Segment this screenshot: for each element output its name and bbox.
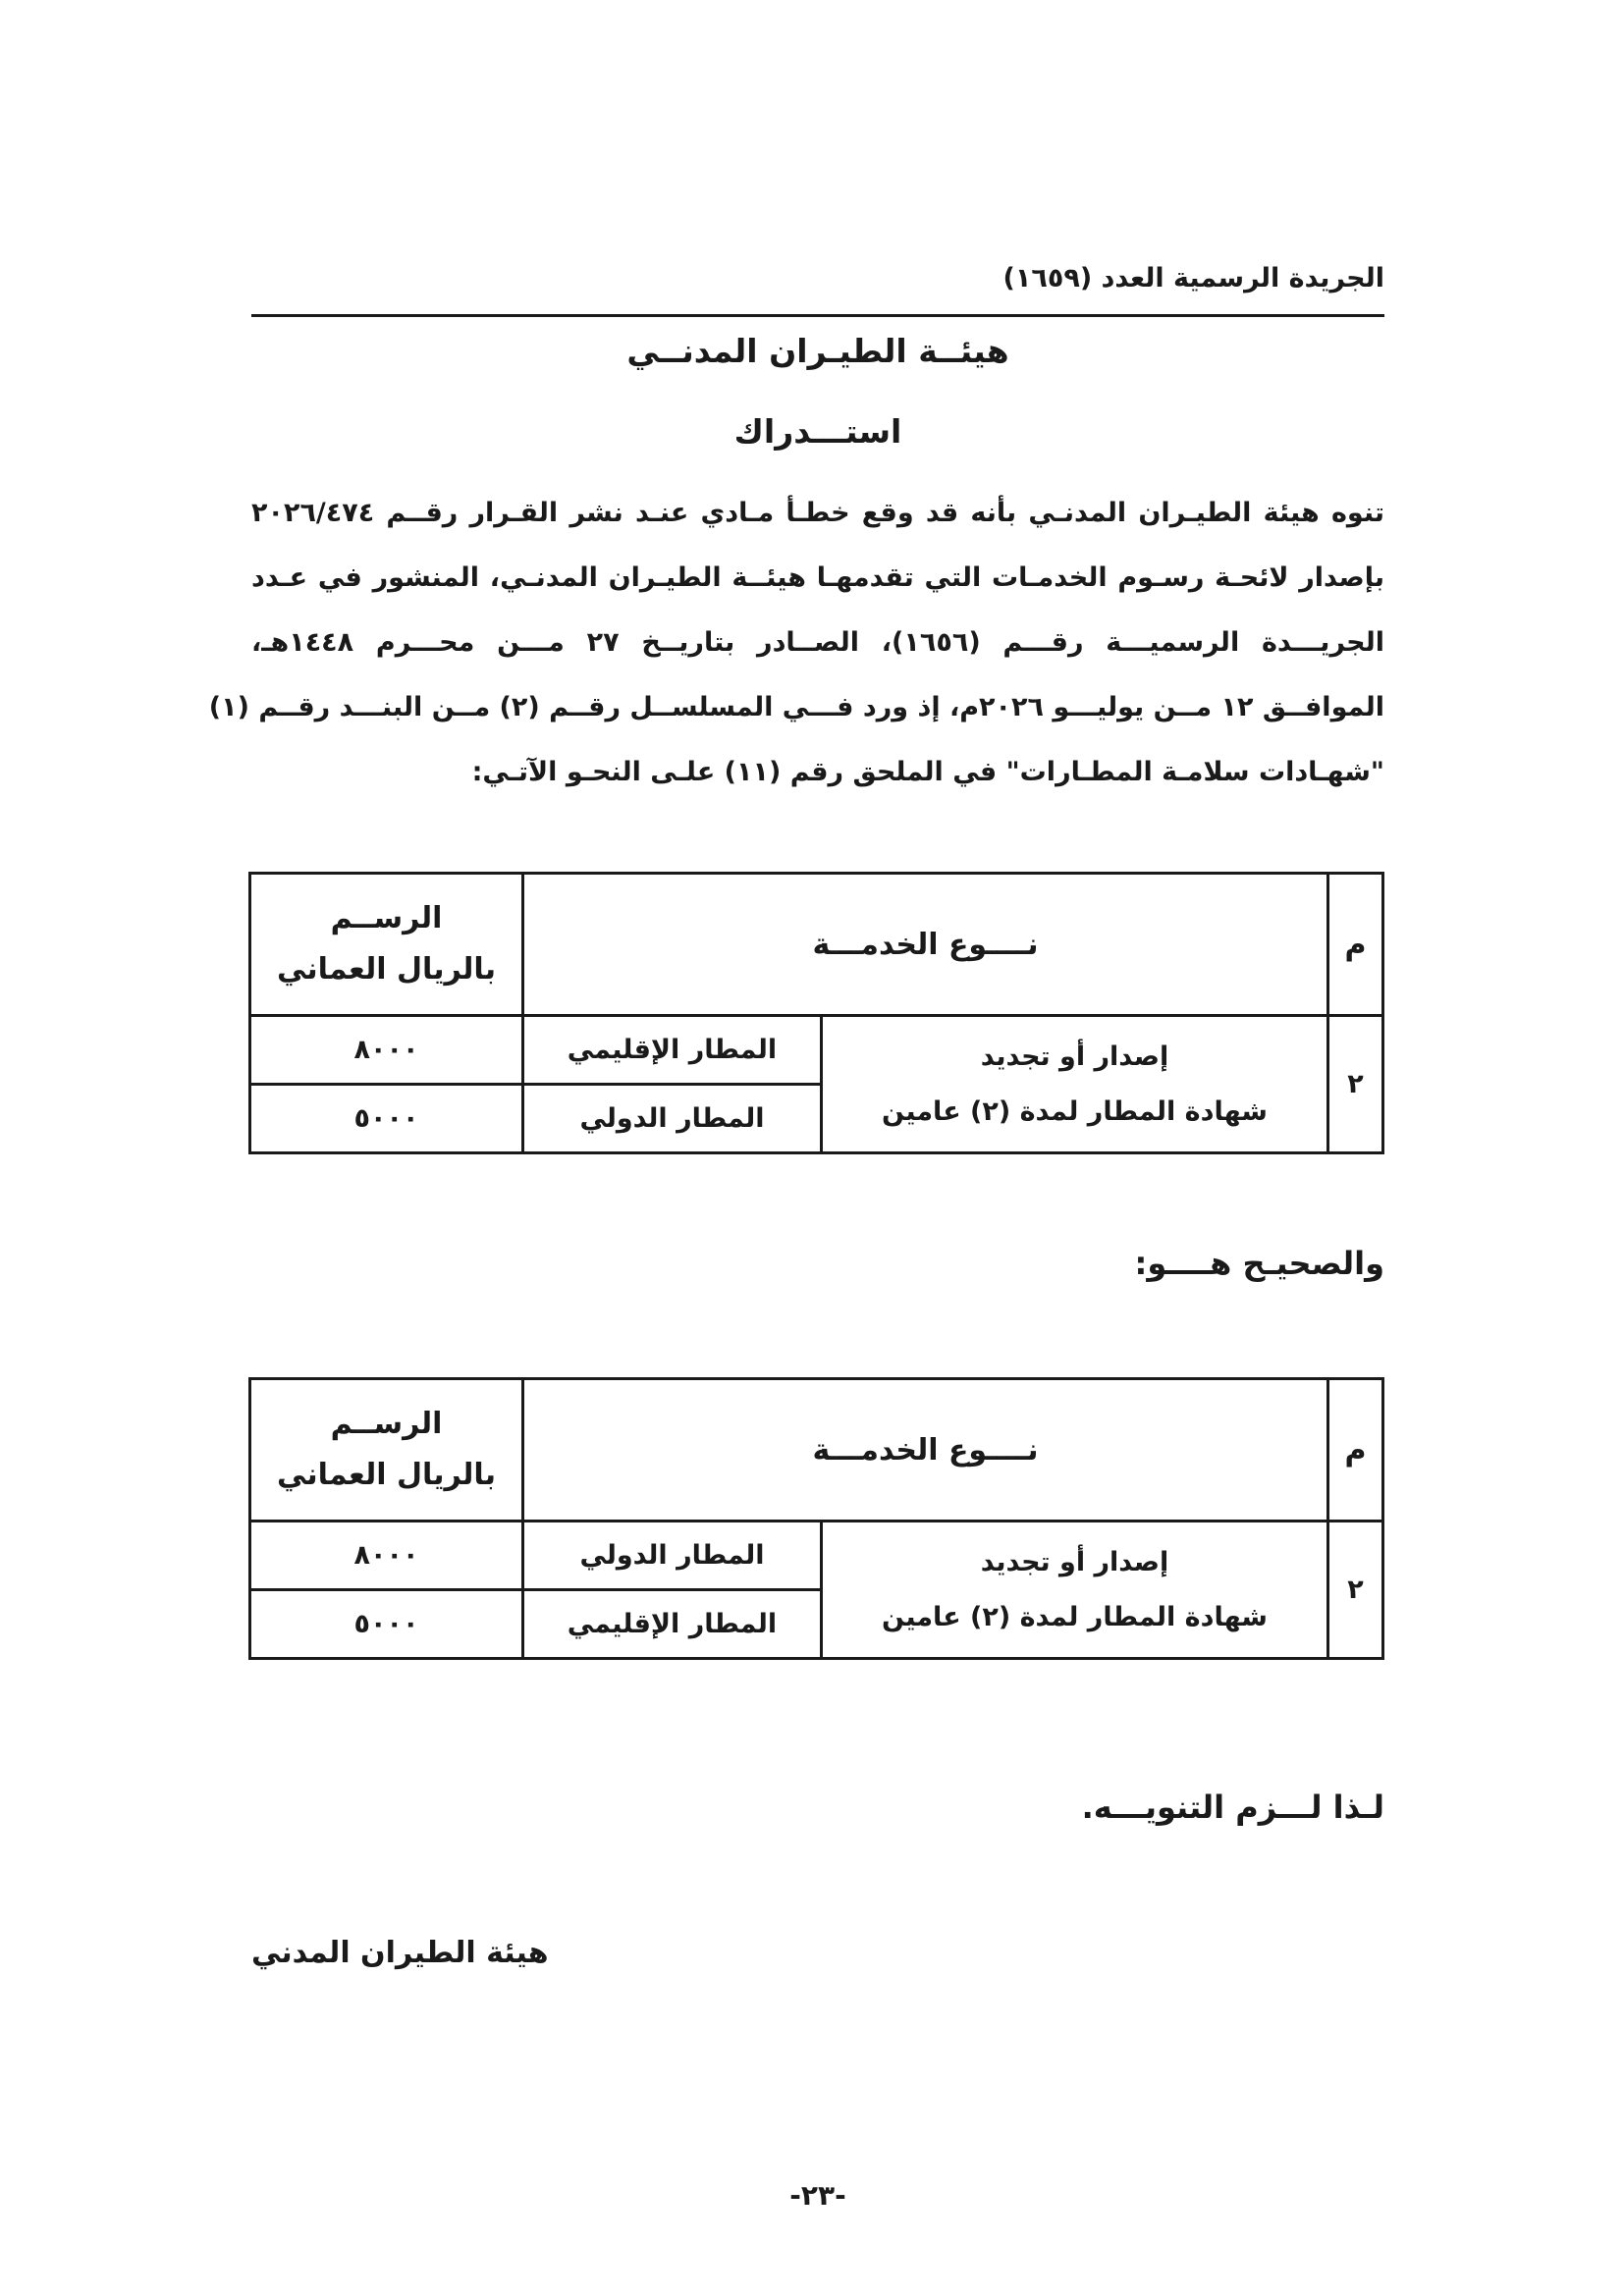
gazette-issue-title: الجريدة الرسمية العدد (١٦٥٩) (1002, 263, 1384, 294)
body-line: بإصدار لائحـة رسـوم الخدمـات التي تقدمهـا هيئــة الطيـران المدنـي، المنشور في عـدد (251, 562, 1384, 593)
body-paragraph (208, 481, 1384, 805)
header-no: م (1328, 874, 1383, 1016)
row-number: ٢ (1328, 1016, 1383, 1153)
header-fee-line1: الرســم (330, 1407, 443, 1441)
airport-type: المطار الدولي (523, 1085, 822, 1153)
service-description (822, 1016, 1328, 1153)
body-line: الموافــق ١٢ مــن يوليـــو ٢٠٢٦م، إذ ورد فـــي المسلســل رقــم (٢) مــن البنـــد رقــم (١) (208, 692, 1384, 722)
service-description-line1: إصدار أو تجديد (980, 1041, 1169, 1072)
page-header (251, 257, 1384, 317)
body-line: تنوه هيئة الطيـران المدنـي بأنه قد وقع خطـأ مـادي عنـد نشر القـرار رقــم ٢٠٢٦/٤٧٤ (251, 498, 1384, 528)
service-description (822, 1522, 1328, 1659)
service-description-line2: شهادة المطار لمدة (٢) عامين (882, 1095, 1268, 1127)
header-fee (250, 874, 523, 1016)
table-row (250, 1016, 1383, 1085)
header-fee-line2: بالريال العماني (277, 952, 496, 987)
header-fee-line2: بالريال العماني (277, 1458, 496, 1492)
gazette-page (208, 0, 1384, 2296)
original-fees-table (248, 872, 1384, 1154)
header-service-type: نــــوع الخدمـــة (523, 1379, 1328, 1522)
body-line: "شهـادات سلامـة المطـارات" في الملحق رقم (١١) علـى النحـو الآتـي: (471, 757, 1384, 787)
page-number: -٢٣- (789, 2179, 846, 2212)
document-title: هيئــة الطيـران المدنــي (626, 332, 1009, 370)
issuer-signature: هيئة الطيران المدني (251, 1936, 549, 1970)
table-row (250, 1522, 1383, 1590)
document-subtitle: استـــدراك (733, 412, 902, 451)
airport-type: المطار الإقليمي (523, 1016, 822, 1085)
body-line: الجريـــدة الرسميـــة رقـــم (١٦٥٦)، الصــادر بتاريــخ ٢٧ مـــن محـــرم ١٤٤٨هـ، (251, 627, 1384, 658)
fee-value: ٥٠٠٠ (250, 1590, 523, 1659)
header-no: م (1328, 1379, 1383, 1522)
corrected-fees-table (248, 1377, 1384, 1660)
correction-label: والصحيـح هــــو: (1134, 1245, 1384, 1282)
table-header-row (250, 874, 1383, 1016)
fee-value: ٥٠٠٠ (250, 1085, 523, 1153)
header-fee (250, 1379, 523, 1522)
service-description-line2: شهادة المطار لمدة (٢) عامين (882, 1601, 1268, 1632)
header-service-type: نــــوع الخدمـــة (523, 874, 1328, 1016)
airport-type: المطار الدولي (523, 1522, 822, 1590)
notice-statement: لـذا لـــزم التنويـــه. (1081, 1789, 1384, 1826)
header-fee-line1: الرســم (330, 901, 443, 935)
airport-type: المطار الإقليمي (523, 1590, 822, 1659)
table-header-row (250, 1379, 1383, 1522)
fee-value: ٨٠٠٠ (250, 1016, 523, 1085)
fee-value: ٨٠٠٠ (250, 1522, 523, 1590)
row-number: ٢ (1328, 1522, 1383, 1659)
service-description-line1: إصدار أو تجديد (980, 1546, 1169, 1577)
